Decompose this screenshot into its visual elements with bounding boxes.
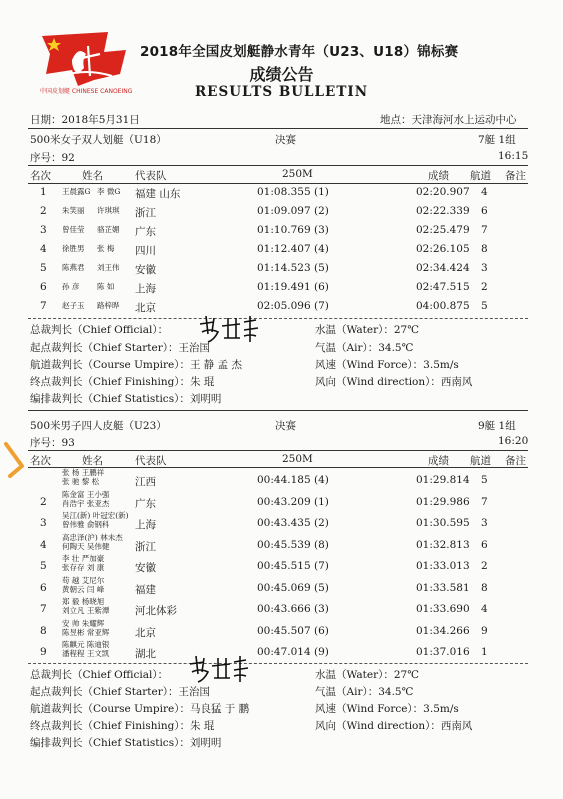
- athlete-names-cell: 陈金富 王小强: [62, 489, 110, 499]
- athlete-names-cell: 赵子玉: [62, 301, 85, 310]
- team-cell: 福建 山东: [135, 188, 181, 200]
- team-cell: 四川: [135, 245, 156, 257]
- race2-seq: 序号：93: [30, 437, 75, 449]
- team-cell: 浙江: [135, 207, 156, 219]
- race2-wind-direction: 风向（Wind direction）：西南风: [315, 720, 473, 732]
- championship-title: 2018年全国皮划艇静水青年（U23、U18）锦标赛: [140, 44, 459, 60]
- athlete-names-cell: 朱笑丽: [62, 206, 85, 215]
- column-result: 成绩: [428, 170, 449, 182]
- team-cell: 安徽: [135, 562, 156, 574]
- race2-chief-statistics: 编排裁判长（Chief Statistics）：刘明明: [30, 737, 222, 749]
- result-time-cell: 01:29.814: [416, 474, 470, 486]
- athlete-names-cell: 李 壮 严加豪: [62, 554, 105, 563]
- lane-cell: 4: [481, 603, 488, 615]
- athlete-names-cell: 张存存 刘 康: [62, 563, 105, 572]
- result-time-cell: 02:26.105: [416, 243, 470, 255]
- column-team: 代表队: [135, 170, 167, 182]
- rank-cell: 7: [40, 300, 47, 312]
- lane-cell: 3: [481, 262, 488, 274]
- divider: [28, 128, 528, 129]
- column-name: 姓名: [82, 170, 103, 182]
- split-time-cell: 00:44.185 (4): [257, 474, 329, 486]
- athlete-names-cell: 肖浩宇 张亚杰: [62, 498, 110, 508]
- rank-cell: 6: [40, 581, 47, 594]
- race1-chief-starter: 起点裁判长（Chief Starter）：王治国: [30, 342, 210, 354]
- split-time-cell: 00:45.515 (7): [257, 560, 329, 572]
- race2-phase: 决赛: [275, 420, 296, 432]
- rank-cell: 4: [40, 538, 47, 551]
- athlete-names-cell: 潘程程 王文凯: [62, 649, 110, 658]
- athlete-names-cell: 高忠泽(沪) 林未杰: [62, 532, 123, 542]
- column-split: 250M: [282, 168, 313, 180]
- rank-cell: 6: [40, 281, 47, 293]
- lane-cell: 7: [481, 224, 488, 236]
- split-time-cell: 00:45.507 (6): [257, 624, 329, 637]
- divider: [28, 318, 528, 319]
- athlete-names-cell: 张 杨 王鹏祥: [62, 468, 105, 477]
- split-time-cell: 01:14.523 (5): [257, 262, 329, 274]
- race1-water-temp: 水温（Water）：27℃: [315, 324, 419, 336]
- rank-cell: 1: [40, 186, 47, 198]
- team-cell: 北京: [135, 626, 156, 639]
- bulletin-title-zh: 成绩公告: [249, 65, 314, 84]
- team-cell: 安徽: [135, 264, 156, 276]
- split-time-cell: 01:10.769 (3): [257, 224, 329, 236]
- athlete-names-cell: 吴江(新) 叶冠宏(新): [62, 511, 129, 520]
- split-time-cell: 01:12.407 (4): [257, 243, 329, 255]
- column-note: 备注: [505, 170, 526, 182]
- race1-phase: 决赛: [275, 134, 296, 146]
- athlete-names-cell: 刘王伟: [97, 263, 120, 272]
- race2-wind-force: 风速（Wind Force）：3.5m/s: [315, 703, 459, 715]
- race1-seq: 序号：92: [30, 152, 75, 164]
- race1-wind-force: 风速（Wind Force）：3.5m/s: [315, 359, 459, 371]
- rank-cell: 9: [40, 646, 47, 658]
- lane-cell: 2: [481, 281, 488, 293]
- column-rank: 名次: [30, 170, 51, 182]
- team-cell: 浙江: [135, 540, 156, 553]
- team-cell: 河北体彩: [135, 605, 177, 617]
- race1-event: 500米女子双人划艇（U18）: [30, 134, 167, 146]
- athlete-names-cell: 骆芷媚: [97, 225, 120, 234]
- athlete-names-cell: 陈燕君: [62, 263, 85, 272]
- team-cell: 广东: [135, 497, 156, 510]
- result-time-cell: 01:37.016: [416, 646, 470, 658]
- athlete-names-cell: 安 帅 朱耀辉: [62, 618, 105, 628]
- race2-water-temp: 水温（Water）：27℃: [315, 669, 419, 681]
- result-time-cell: 02:25.479: [416, 224, 470, 236]
- athlete-names-cell: 陈麒元 陈迪银: [62, 640, 110, 649]
- athlete-names-cell: 李 微G: [97, 187, 121, 196]
- date-label: 日期：2018年5月31日: [30, 114, 140, 126]
- split-time-cell: 02:05.096 (7): [257, 300, 329, 312]
- lane-cell: 1: [481, 646, 488, 658]
- race1-time: 16:15: [498, 150, 529, 162]
- race1-chief-finishing: 终点裁判长（Chief Finishing）：朱 琨: [30, 376, 215, 388]
- race1-boats: 7艇 1组: [478, 134, 516, 146]
- rank-cell: 3: [40, 224, 47, 236]
- rank-cell: 2: [40, 205, 47, 217]
- split-time-cell: 00:47.014 (9): [257, 646, 329, 658]
- result-time-cell: 04:00.875: [416, 300, 470, 312]
- lane-cell: 8: [481, 581, 488, 594]
- column-note: 备注: [505, 455, 526, 467]
- race2-chief-starter: 起点裁判长（Chief Starter）：王治国: [30, 686, 210, 698]
- column-lane: 航道: [470, 455, 491, 467]
- orange-annotation-arrow-icon: [2, 440, 28, 480]
- lane-cell: 5: [481, 300, 488, 312]
- result-time-cell: 01:29.986: [416, 495, 470, 508]
- race1-chief-official: 总裁判长（Chief Official）：: [30, 324, 169, 336]
- result-time-cell: 01:30.595: [416, 517, 470, 529]
- split-time-cell: 00:45.069 (5): [257, 581, 329, 594]
- result-time-cell: 02:22.339: [416, 205, 470, 217]
- race2-chief-official: 总裁判长（Chief Official）：: [30, 669, 169, 681]
- rank-cell: 7: [40, 603, 47, 615]
- team-cell: 北京: [135, 302, 156, 314]
- result-time-cell: 01:33.690: [416, 603, 470, 615]
- column-rank: 名次: [30, 455, 51, 467]
- split-time-cell: 01:09.097 (2): [257, 205, 329, 217]
- logo-caption: 中国皮划艇 CHINESE CANOEING: [40, 88, 133, 95]
- athlete-names-cell: 许琪琪: [97, 206, 120, 215]
- split-time-cell: 00:43.666 (3): [257, 603, 329, 615]
- race2-chief-finishing: 终点裁判长（Chief Finishing）：朱 琨: [30, 720, 215, 732]
- lane-cell: 4: [481, 186, 488, 198]
- lane-cell: 8: [481, 243, 488, 255]
- lane-cell: 7: [481, 495, 488, 508]
- team-cell: 江西: [135, 476, 156, 488]
- race1-course-umpire: 航道裁判长（Course Umpire）：王 静 孟 杰: [30, 359, 242, 371]
- athlete-names-cell: 苟 越 艾尼尔: [62, 575, 105, 585]
- result-time-cell: 01:34.266: [416, 624, 470, 637]
- rank-cell: 5: [40, 262, 47, 274]
- result-time-cell: 02:47.515: [416, 281, 470, 293]
- athlete-names-cell: 王晨露G: [62, 187, 91, 196]
- lane-cell: 6: [481, 205, 488, 217]
- lane-cell: 9: [481, 624, 488, 637]
- lane-cell: 5: [481, 474, 488, 486]
- bulletin-title-en: RESULTS BULLETIN: [194, 84, 369, 100]
- divider: [28, 165, 528, 166]
- split-time-cell: 01:08.355 (1): [257, 186, 329, 198]
- athlete-names-cell: 曾佳莹: [62, 225, 85, 234]
- rank-cell: 3: [40, 517, 47, 529]
- race2-boats: 9艇 1组: [478, 420, 516, 432]
- race2-air-temp: 气温（Air）：34.5℃: [315, 686, 414, 698]
- team-cell: 上海: [135, 519, 156, 531]
- rank-cell: 5: [40, 560, 47, 572]
- column-split: 250M: [282, 453, 313, 465]
- column-team: 代表队: [135, 455, 167, 467]
- split-time-cell: 00:43.209 (1): [257, 495, 329, 508]
- split-time-cell: 01:19.491 (6): [257, 281, 329, 293]
- lane-cell: 3: [481, 517, 488, 529]
- result-time-cell: 01:33.013: [416, 560, 470, 572]
- team-cell: 上海: [135, 283, 156, 295]
- column-result: 成绩: [428, 455, 449, 467]
- athlete-names-cell: 徐胜男: [62, 244, 85, 253]
- divider: [28, 450, 528, 451]
- split-time-cell: 00:43.435 (2): [257, 517, 329, 529]
- lane-cell: 6: [481, 538, 488, 551]
- result-time-cell: 02:20.907: [416, 186, 470, 198]
- athlete-names-cell: 张 梅: [97, 244, 115, 253]
- athlete-names-cell: 黄朝云 闫 峰: [62, 584, 105, 594]
- column-lane: 航道: [470, 170, 491, 182]
- team-cell: 福建: [135, 583, 156, 596]
- race1-wind-direction: 风向（Wind direction）：西南风: [315, 376, 473, 388]
- signature-icon: [186, 652, 252, 686]
- signature-icon: [196, 312, 262, 346]
- split-time-cell: 00:45.539 (8): [257, 538, 329, 551]
- rank-cell: 8: [40, 624, 47, 637]
- team-cell: 广东: [135, 226, 156, 238]
- athlete-names-cell: 陈昱彬 常亚辉: [62, 627, 110, 637]
- column-name: 姓名: [82, 455, 103, 467]
- divider: [28, 183, 528, 184]
- race2-time: 16:20: [498, 435, 529, 447]
- rank-cell: 2: [40, 495, 47, 508]
- race1-air-temp: 气温（Air）：34.5℃: [315, 342, 414, 354]
- divider: [28, 410, 528, 411]
- athlete-names-cell: 路梓晔: [97, 301, 120, 310]
- result-time-cell: 01:33.581: [416, 581, 470, 594]
- race1-chief-statistics: 编排裁判长（Chief Statistics）：刘明明: [30, 393, 222, 405]
- athlete-names-cell: 刘立凡 王紫潭: [62, 606, 110, 615]
- rank-cell: 4: [40, 243, 47, 255]
- athlete-names-cell: 曾伟雅 俞钢科: [62, 520, 110, 529]
- athlete-names-cell: 郑 毅 杨晓旭: [62, 597, 105, 606]
- divider: [28, 663, 528, 664]
- race2-event: 500米男子四人皮艇（U23）: [30, 420, 167, 432]
- athlete-names-cell: 孙 彦: [62, 282, 80, 291]
- team-cell: 湖北: [135, 648, 156, 660]
- athlete-names-cell: 陈 如: [97, 282, 115, 291]
- athlete-names-cell: 何陶天 吴伟健: [62, 541, 110, 551]
- result-time-cell: 01:32.813: [416, 538, 470, 551]
- athlete-names-cell: 张 驰 黎 松: [62, 477, 100, 486]
- result-time-cell: 02:34.424: [416, 262, 470, 274]
- race2-course-umpire: 航道裁判长（Course Umpire）：马良猛 于 鹏: [30, 703, 250, 715]
- lane-cell: 2: [481, 560, 488, 572]
- venue-label: 地点：天津海河水上运动中心: [380, 114, 517, 126]
